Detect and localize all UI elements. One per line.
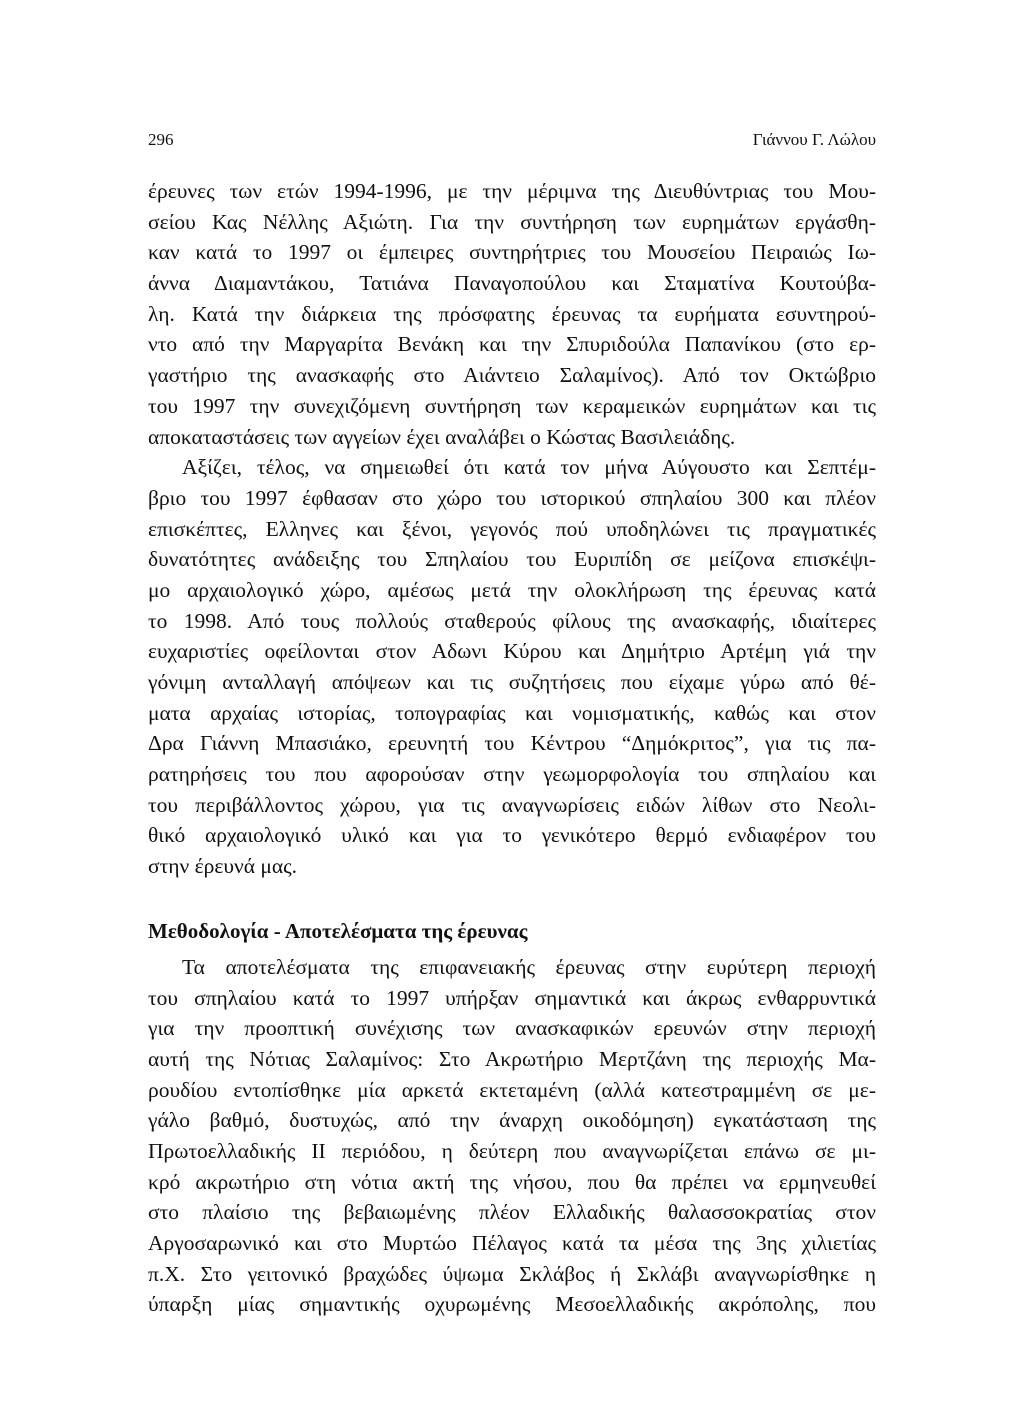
text-line: ρουδίου εντοπίσθηκε μία αρκετά εκτεταμένη (αλλά κατεστραμμένη σε με- (148, 1077, 876, 1102)
text-line: στην έρευνά μας. (148, 854, 298, 879)
page-number: 296 (148, 130, 174, 149)
text-line: Δρα Γιάννη Μπασιάκο, ερευνητή του Κέντρου “Δημόκριτος”, για τις πα- (148, 731, 876, 756)
page-header (148, 130, 876, 154)
text-line: βριο του 1997 έφθασαν στο χώρο του ιστορικού σπηλαίου 300 και πλέον (148, 485, 876, 510)
text-line: γόνιμη ανταλλαγή απόψεων και τις συζητήσεις που είχαμε γύρω από θέ- (148, 670, 876, 694)
text-line: π.Χ. Στο γειτονικό βραχώδες ύψωμα Σκλάβος ή Σκλάβι αναγνωρίσθηκε η (148, 1261, 876, 1286)
text-line: του 1997 την συνεχιζόμενη συντήρηση των κεραμεικών ευρημάτων και τις (148, 393, 876, 418)
text-line: ματα αρχαίας ιστορίας, τοπογραφίας και νομισματικής, καθώς και στον (148, 700, 876, 725)
text-line: επισκέπτες, Ελληνες και ξένοι, γεγονός πού υποδηλώνει τις πραγματικές (148, 516, 876, 541)
text-line: ρατηρήσεις του που αφορούσαν στην γεωμορφολογία του σπηλαίου και (148, 762, 876, 787)
text-line: μο αρχαιολογικό χώρο, αμέσως μετά την ολοκλήρωση της έρευνας κατά (148, 577, 876, 602)
text-line: γαστήριο της ανασκαφής στο Αιάντειο Σαλαμίνος). Από τον Οκτώβριο (148, 363, 876, 388)
text-line: του περιβάλλοντος χώρου, για τις αναγνωρίσεις ειδών λίθων στο Νεολι- (148, 792, 876, 817)
body-text (148, 176, 876, 1320)
text-line: το 1998. Από τους πολλούς σταθερούς φίλους της ανασκαφής, ιδιαίτερες (148, 608, 876, 633)
text-line: λη. Κατά την διάρκεια της πρόσφατης έρευνας τα ευρήματα εσυντηρού- (148, 301, 876, 326)
text-line: κρό ακρωτήριο στη νότια ακτή της νήσου, που θα πρέπει να ερμηνευθεί (148, 1169, 876, 1194)
text-line: Πρωτοελλαδικής ΙΙ περιόδου, η δεύτερη που αναγνωρίζεται επάνω σε μι- (148, 1138, 876, 1163)
text-line: για την προοπτική συνέχισης των ανασκαφικών ερευνών στην περιοχή (148, 1016, 876, 1041)
text-line: έρευνες των ετών 1994-1996, με την μέριμνα της Διευθύντριας του Μου- (148, 179, 876, 203)
text-line: Αξίζει, τέλος, να σημειωθεί ότι κατά τον μήνα Αύγουστο και Σεπτέμ- (182, 455, 876, 480)
text-line: γάλο βαθμό, δυστυχώς, από την άναρχη οικοδόμηση) εγκατάσταση της (148, 1108, 876, 1133)
text-line: καν κατά το 1997 οι έμπειρες συντηρήτριες του Μουσείου Πειραιώς Ιω- (148, 240, 876, 265)
text-line: σείου Κας Νέλλης Αξιώτη. Για την συντήρηση των ευρημάτων εργάσθη- (148, 209, 876, 234)
text-line: αυτή της Νότιας Σαλαμίνος: Στο Ακρωτήριο Μερτζάνη της περιοχής Μα- (148, 1046, 876, 1071)
text-line: Τα αποτελέσματα της επιφανειακής έρευνας στην ευρύτερη περιοχή (182, 954, 876, 979)
paragraph-3 (148, 952, 876, 1320)
text-line: Αργοσαρωνικό και στο Μυρτώο Πέλαγος κατά τα μέσα της 3ης χιλιετίας (148, 1231, 876, 1255)
text-line: αποκαταστάσεις των αγγείων έχει αναλάβει ο Κώστας Βασιλειάδης. (148, 424, 736, 449)
text-line: ευχαριστίες οφείλονται στον Αδωνι Κύρου και Δημήτριο Αρτέμη γιά την (148, 639, 876, 664)
paragraph-1 (148, 176, 876, 452)
text-line: στο πλαίσιο της βεβαιωμένης πλέον Ελλαδικής θαλασσοκρατίας στον (148, 1200, 876, 1225)
text-line: ύπαρξη μίας σημαντικής οχυρωμένης Μεσοελλαδικής ακρόπολης, που (148, 1292, 876, 1317)
text-line: θικό αρχαιολογικό υλικό και για το γενικότερο θερμό ενδιαφέρον του (148, 823, 876, 848)
running-head: Γιάννου Γ. Λώλου (752, 130, 876, 149)
paragraph-2 (148, 452, 876, 882)
text-line: ντο από την Μαργαρίτα Βενάκη και την Σπυριδούλα Παπανίκου (στο ερ- (148, 332, 876, 357)
text-line: άννα Διαμαντάκου, Τατιάνα Παναγοπούλου και Σταματίνα Κουτούβα- (148, 271, 876, 296)
text-line: δυνατότητες ανάδειξης του Σπηλαίου του Ευριπίδη σε μείζονα επισκέψι- (148, 547, 876, 572)
text-line: του σπηλαίου κατά το 1997 υπήρξαν σημαντικά και άκρως ενθαρρυντικά (148, 985, 876, 1010)
section-heading: Μεθοδολογία - Αποτελέσματα της έρευνας (148, 918, 528, 943)
